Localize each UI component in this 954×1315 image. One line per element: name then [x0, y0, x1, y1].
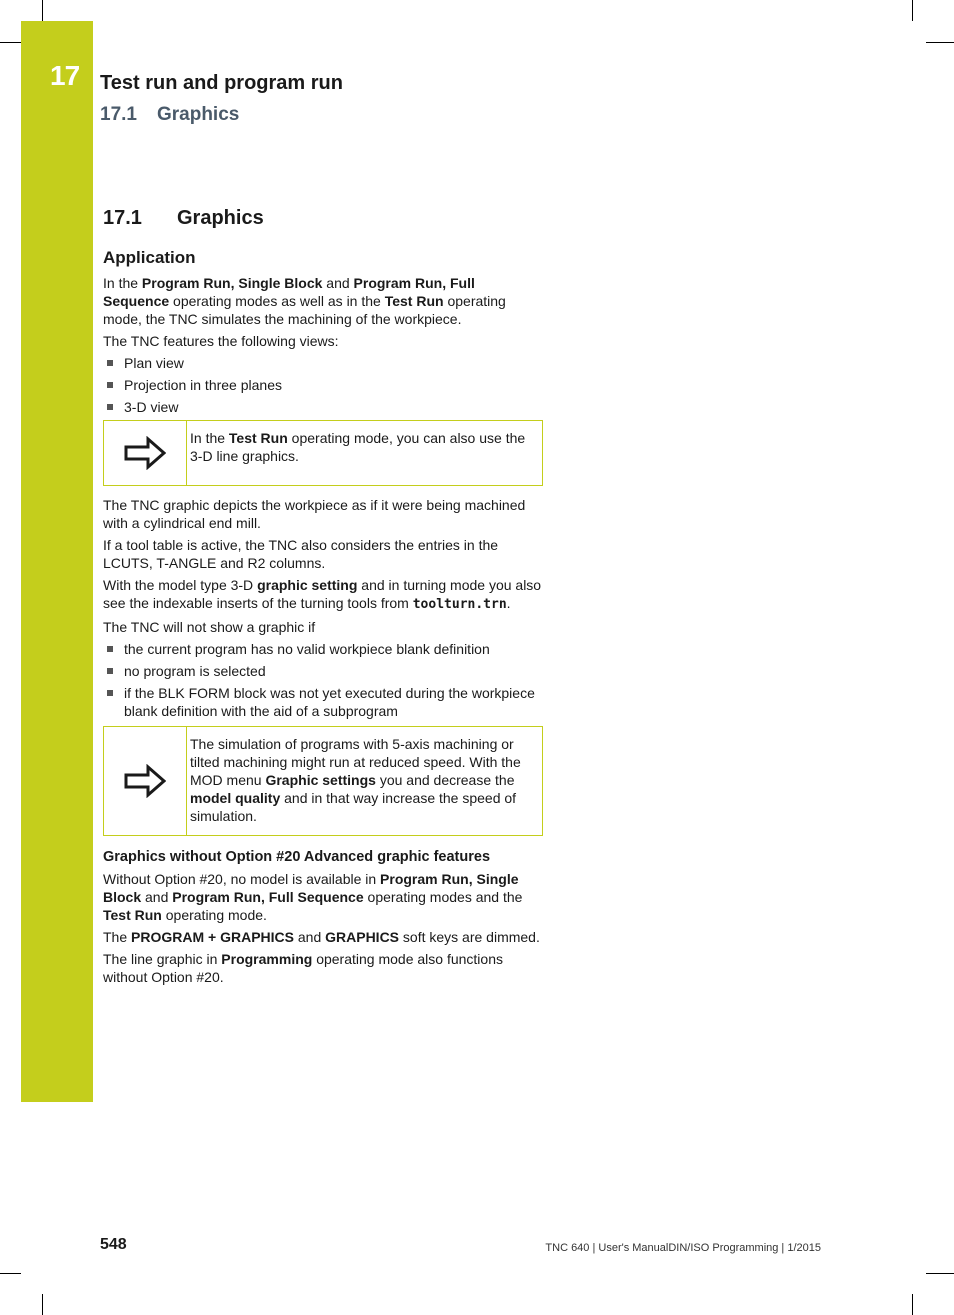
- list-item: if the BLK FORM block was not yet executed during the workpiece blank definition with the aid of a subprogram: [103, 684, 543, 720]
- crop-mark: [926, 1273, 954, 1274]
- application-paragraph-4: If a tool table is active, the TNC also considers the entries in the LCUTS, T-ANGLE and R2 columns.: [103, 537, 499, 571]
- list-item: Plan view: [103, 354, 543, 372]
- crop-mark: [912, 0, 913, 21]
- bullet-square-icon: [107, 646, 113, 652]
- application-paragraph-3: The TNC graphic depicts the workpiece as if it were being machined with a cylindrical end mill.: [103, 497, 526, 531]
- list-item: the current program has no valid workpiece blank definition: [103, 640, 543, 658]
- section-heading: [103, 200, 543, 236]
- application-paragraph-1: In the Program Run, Single Block and Program Run, Full Sequence operating modes as well as in the Test Run operating mode, the TNC simulates the machining of the workpiece.: [103, 275, 506, 327]
- bullet-square-icon: [107, 668, 113, 674]
- list-item: 3-D view: [103, 398, 543, 416]
- list-item: no program is selected: [103, 662, 543, 680]
- views-list: [103, 354, 543, 416]
- bullet-square-icon: [107, 382, 113, 388]
- list-item: Projection in three planes: [103, 376, 543, 394]
- option20-paragraph-1: Without Option #20, no model is available in Program Run, Single Block and Program Run, Full Sequence operating modes and the Test Run operating mode.: [103, 871, 523, 923]
- crop-mark: [912, 1294, 913, 1315]
- arrow-right-outline-icon: [124, 764, 166, 798]
- running-section-number: 17.1: [100, 104, 137, 125]
- crop-mark: [42, 0, 43, 21]
- application-heading: Application: [103, 248, 196, 267]
- option20-paragraph-3: The line graphic in Programming operating mode also functions without Option #20.: [103, 951, 503, 985]
- option20-heading: Graphics without Option #20 Advanced graphic features: [103, 849, 491, 865]
- note-text: The simulation of programs with 5-axis machining or tilted machining might run at reduced speed. With the MOD menu Graphic settings you and decrease the model quality and in that way increase the speed of simulation.: [190, 736, 521, 824]
- arrow-right-outline-icon: [124, 436, 166, 470]
- footer-info: TNC 640 | User's ManualDIN/ISO Programming | 1/2015: [545, 1242, 821, 1254]
- page-number: 548: [100, 1236, 127, 1253]
- bullet-square-icon: [107, 360, 113, 366]
- chapter-title: Test run and program run: [100, 72, 343, 94]
- running-section-title: Graphics: [156, 104, 240, 125]
- bullet-square-icon: [107, 404, 113, 410]
- note-text: In the Test Run operating mode, you can also use the 3-D line graphics.: [190, 430, 526, 464]
- conditions-list: [103, 640, 543, 720]
- section-title: Graphics: [177, 207, 264, 229]
- bullet-square-icon: [107, 690, 113, 696]
- note-box: [103, 726, 543, 836]
- chapter-number: 17: [50, 60, 80, 91]
- crop-mark: [0, 42, 21, 43]
- crop-mark: [926, 42, 954, 43]
- note-box: [103, 420, 543, 486]
- chapter-sidebar: [21, 21, 93, 1102]
- application-paragraph-6: The TNC will not show a graphic if: [103, 619, 316, 635]
- page-content: [103, 200, 543, 990]
- application-paragraph-2: The TNC features the following views:: [103, 333, 339, 349]
- note-icon-cell: [104, 421, 187, 485]
- section-number: 17.1: [103, 207, 142, 229]
- running-section-header: [100, 104, 239, 126]
- crop-mark: [0, 1273, 21, 1274]
- application-paragraph-5: With the model type 3-D graphic setting and in turning mode you also see the indexable inserts of the turning tools from toolturn.trn.: [103, 577, 542, 612]
- note-icon-cell: [104, 727, 187, 835]
- option20-paragraph-2: The PROGRAM + GRAPHICS and GRAPHICS soft keys are dimmed.: [103, 929, 540, 945]
- crop-mark: [42, 1294, 43, 1315]
